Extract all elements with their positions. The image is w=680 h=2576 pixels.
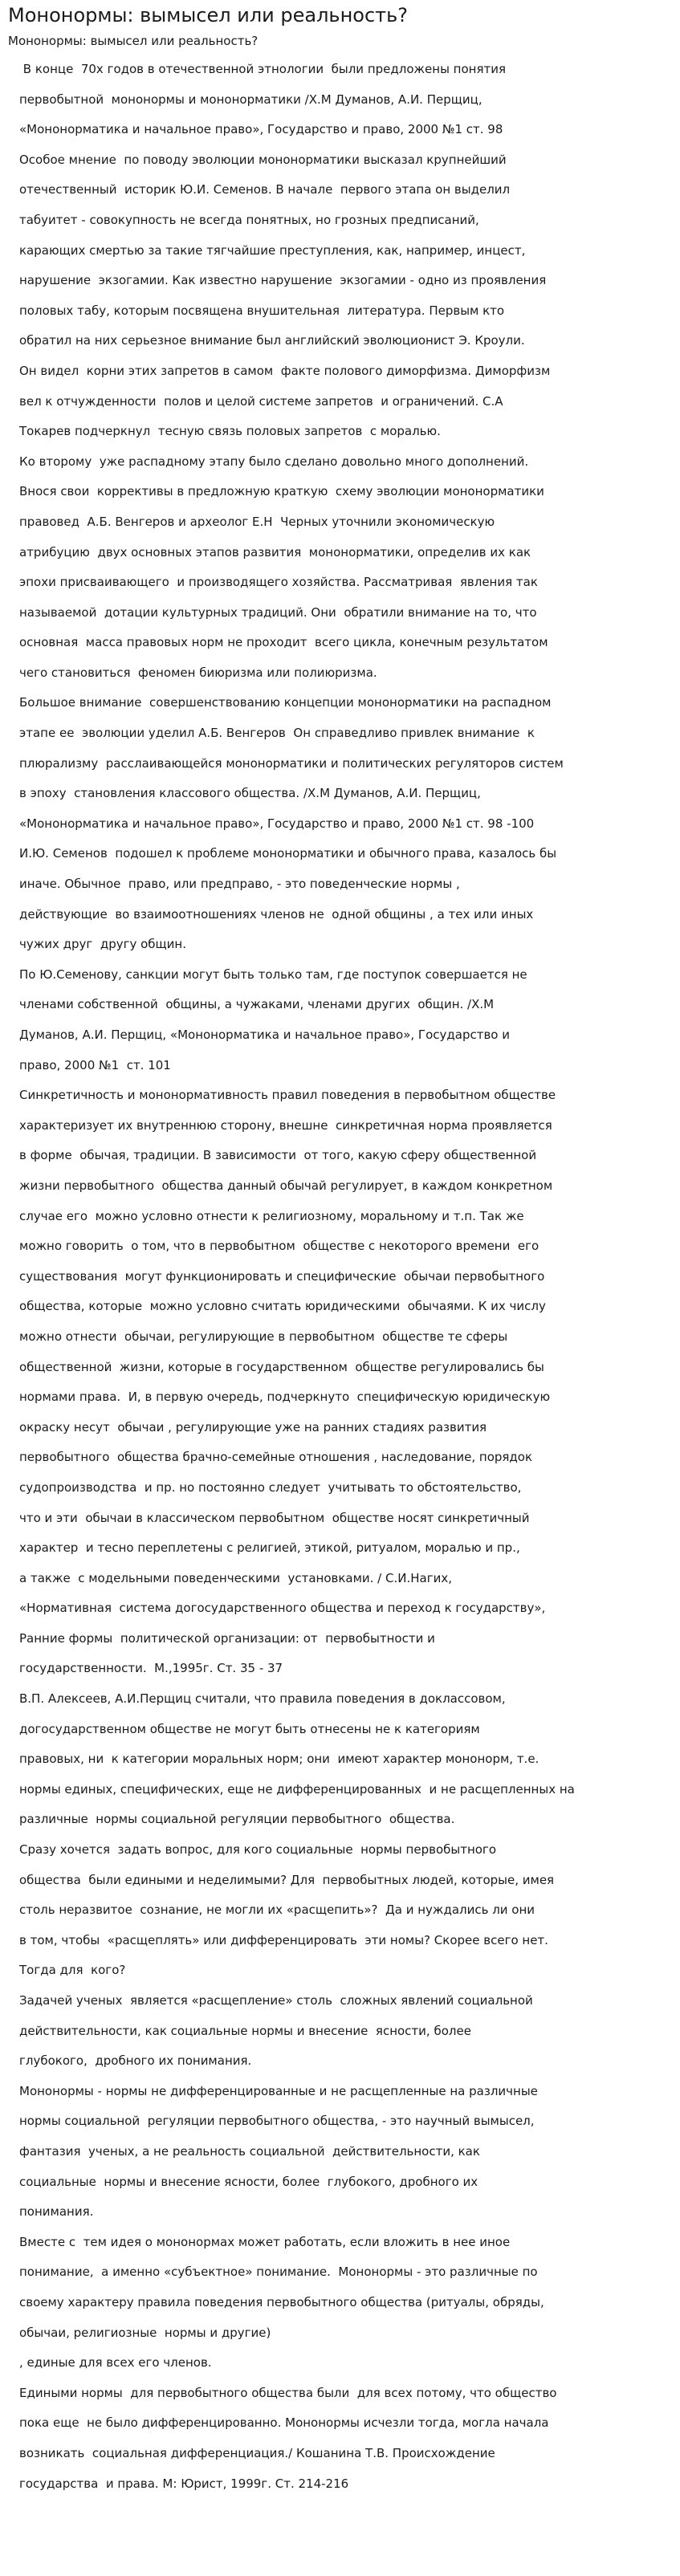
- text-line: Вместе с тем идея о мононормах может работать, если вложить в нее иное: [19, 2234, 511, 2249]
- text-line: нормы социальной регуляции первобытного общества, - это научный вымысел,: [19, 2114, 535, 2129]
- text-line: отечественный историк Ю.И. Семенов. В начале первого этапа он выделил: [19, 182, 511, 197]
- text-line: Едиными нормы для первобытного общества были для всех потому, что общество: [19, 2385, 557, 2400]
- text-line: можно отнести обычаи, регулирующие в первобытном обществе те сферы: [19, 1329, 508, 1344]
- text-line: В конце 70х годов в отечественной этнологии были предложены понятия: [19, 62, 507, 76]
- text-line: Сразу хочется задать вопрос, для кого социальные нормы первобытного: [19, 1842, 496, 1858]
- text-line: Синкретичность и мононормативность правил поведения в первобытном обществе: [19, 1088, 556, 1103]
- text-line: чего становиться феномен биюризма или полиюризма.: [19, 665, 377, 680]
- article-body: [8, 55, 605, 2499]
- text-line: половых табу, которым посвящена внушительная литература. Первым кто: [19, 303, 505, 318]
- text-line: общества, которые можно условно считать юридическими обычаями. К их числу: [19, 1299, 546, 1314]
- text-line: И.Ю. Семенов подошел к проблеме мононорматики и обычного права, казалось бы: [19, 846, 557, 861]
- text-line: а также с модельными поведенческими установками. / С.И.Нагих,: [19, 1570, 452, 1585]
- paragraph: [19, 1835, 605, 1986]
- text-line: правовых, ни к категории моральных норм; они имеют характер мононорм, т.е.: [19, 1752, 540, 1767]
- text-line: пока еще не было дифференцированно. Мононормы исчезли тогда, могла начала: [19, 2415, 549, 2431]
- text-line: государства и права. М: Юрист, 1999г. Ст. 214-216: [19, 2476, 349, 2491]
- text-line: в эпоху становления классового общества. /Х.М Думанов, А.И. Перщиц,: [19, 786, 481, 801]
- text-line: плюрализму расслаивающейся мононорматики и политических регуляторов систем: [19, 755, 564, 771]
- text-line: обратил на них серьезное внимание был английский эволюционист Э. Кроули.: [19, 333, 525, 348]
- text-line: В.П. Алексеев, А.И.Перщиц считали, что правила поведения в доклассовом,: [19, 1691, 506, 1707]
- text-line: «Мононорматика и начальное право», Государство и право, 2000 №1 ст. 98 -100: [19, 816, 535, 831]
- text-line: своему характеру правила поведения первобытного общества (ритуалы, обряды,: [19, 2294, 544, 2309]
- text-line: Мононормы - нормы не дифференцированные и не расщепленные на различные: [19, 2083, 538, 2098]
- text-line: «Нормативная система догосударственного общества и переход к государству»,: [19, 1601, 546, 1616]
- text-line: Большое внимание совершенствованию концепции мононорматики на распадном: [19, 695, 552, 710]
- paragraph: [19, 145, 605, 447]
- text-line: окраску несут обычаи , регулирующие уже на ранних стадиях развития: [19, 1419, 487, 1435]
- text-line: общества были едиными и неделимыми? Для первобытных людей, которые, имея: [19, 1872, 555, 1887]
- text-line: возникать социальная дифференциация./ Кошанина Т.В. Происхождение: [19, 2445, 495, 2460]
- text-line: Думанов, А.И. Перщиц, «Мононорматика и начальное право», Государство и: [19, 1028, 510, 1042]
- text-line: чужих друг другу общин.: [19, 937, 187, 952]
- text-line: вел к отчужденности полов и целой системе запретов и ограничений. С.А: [19, 393, 503, 409]
- text-line: нормами права. И, в первую очередь, подчеркнуто специфическую юридическую: [19, 1390, 551, 1405]
- text-line: первобытного общества брачно-семейные отношения , наследование, порядок: [19, 1450, 533, 1465]
- text-line: что и эти обычаи в классическом первобытном обществе носят синкретичный: [19, 1510, 530, 1525]
- text-line: правовед А.Б. Венгеров и археолог Е.Н Черных уточнили экономическую: [19, 514, 495, 529]
- text-line: этапе ее эволюции уделил А.Б. Венгеров Он справедливо привлек внимание к: [19, 726, 535, 741]
- text-line: характеризует их внутреннюю сторону, внешне синкретичная норма проявляется: [19, 1117, 552, 1133]
- text-line: Внося свои коррективы в предложную краткую схему эволюции мононорматики: [19, 484, 544, 499]
- text-line: обычаи, религиозные нормы и другие): [19, 2325, 271, 2340]
- text-line: фантазия ученых, а не реальность социальной действительности, как: [19, 2143, 480, 2159]
- text-line: членами собственной общины, а чужаками, членами других общин. /Х.М: [19, 997, 495, 1012]
- paragraph: [19, 839, 605, 959]
- text-line: действующие во взаимоотношениях членов не одной общины , а тех или иных: [19, 906, 534, 922]
- paragraph: [19, 447, 605, 689]
- text-line: По Ю.Семенову, санкции могут быть только там, где поступок совершается не: [19, 967, 527, 982]
- text-line: называемой дотации культурных традиций. Они обратили внимание на то, что: [19, 604, 537, 620]
- text-line: социальные нормы и внесение ясности, более глубокого, дробного их: [19, 2174, 478, 2189]
- text-line: общественной жизни, которые в государственном обществе регулировались бы: [19, 1359, 544, 1374]
- text-line: в форме обычая, традиции. В зависимости от того, какую сферу общественной: [19, 1148, 537, 1163]
- text-line: нормы единых, специфических, еще не дифференцированных и не расщепленных на: [19, 1781, 575, 1797]
- text-line: Токарев подчеркнул тесную связь половых запретов с моралью.: [19, 424, 441, 439]
- paragraph: [19, 688, 605, 839]
- text-line: основная масса правовых норм не проходит всего цикла, конечным результатом: [19, 635, 548, 650]
- text-line: догосударственном обществе не могут быть отнесены не к категориям: [19, 1721, 480, 1736]
- text-line: в том, чтобы «расщеплять» или дифференцировать эти номы? Скорее всего нет.: [19, 1932, 548, 1947]
- text-line: табуитет - совокупность не всегда понятных, но грозных предписаний,: [19, 212, 479, 227]
- text-line: первобытной мононормы и мононорматики /Х.М Думанов, А.И. Перщиц,: [19, 92, 483, 107]
- text-line: Задачей ученых является «расщепление» столь сложных явлений социальной: [19, 1993, 533, 2008]
- text-line: атрибуцию двух основных этапов развития мононорматики, определив их как: [19, 544, 531, 560]
- text-line: Особое мнение по поводу эволюции мононорматики высказал крупнейший: [19, 152, 507, 167]
- text-line: государственности. М.,1995г. Ст. 35 - 37: [19, 1661, 283, 1676]
- paragraph: [19, 2077, 605, 2228]
- text-line: судопроизводства и пр. но постоянно следует учитывать то обстоятельство,: [19, 1479, 522, 1495]
- text-line: различные нормы социальной регуляции первобытного общества.: [19, 1812, 455, 1827]
- text-line: понимание, а именно «субъектное» понимание. Мононормы - это различные по: [19, 2265, 538, 2280]
- paragraph: [19, 55, 605, 145]
- text-line: иначе. Обычное право, или предправо, - это поведенческие нормы ,: [19, 877, 460, 892]
- paragraph: [19, 960, 605, 1080]
- text-line: Тогда для кого?: [19, 1963, 126, 1978]
- text-line: действительности, как социальные нормы и внесение ясности, более: [19, 2023, 471, 2038]
- text-line: можно говорить о том, что в первобытном обществе с некоторого времени его: [19, 1239, 540, 1254]
- text-line: нарушение экзогамии. Как известно нарушение экзогамии - одно из проявления: [19, 273, 547, 288]
- text-line: Он видел корни этих запретов в самом факте полового диморфизма. Диморфизм: [19, 363, 551, 378]
- text-line: карающих смертью за такие тягчайшие преступления, как, например, инцест,: [19, 242, 526, 258]
- text-line: существования могут функционировать и специфические обычаи первобытного: [19, 1268, 545, 1284]
- text-line: случае его можно условно отнести к религиозному, моральному и т.п. Так же: [19, 1208, 524, 1223]
- text-line: понимания.: [19, 2204, 94, 2220]
- text-line: Ко второму уже распадному этапу было сделано довольно много дополнений.: [19, 454, 529, 469]
- text-line: глубокого, дробного их понимания.: [19, 2053, 252, 2069]
- text-line: характер и тесно переплетены с религией, этикой, ритуалом, моралью и пр.,: [19, 1540, 520, 1556]
- text-line: «Мононорматика и начальное право», Государство и право, 2000 №1 ст. 98: [19, 122, 503, 137]
- text-line: Ранние формы политической организации: от первобытности и: [19, 1630, 435, 1646]
- text-line: жизни первобытного общества данный обычай регулирует, в каждом конкретном: [19, 1178, 553, 1193]
- paragraph: [19, 1684, 605, 1835]
- text-line: эпохи присваивающего и производящего хозяйства. Рассматривая явления так: [19, 575, 538, 590]
- paragraph: [19, 2228, 605, 2379]
- page-title: Мононормы: вымысел или реальность?: [8, 4, 409, 26]
- paragraph: [19, 2379, 605, 2499]
- page-subtitle: Мононормы: вымысел или реальность?: [8, 34, 259, 48]
- text-line: право, 2000 №1 ст. 101: [19, 1057, 171, 1072]
- paragraph: [19, 1986, 605, 2077]
- text-line: , единые для всех его членов.: [19, 2355, 212, 2370]
- paragraph: [19, 1080, 605, 1684]
- text-line: столь неразвитое сознание, не могли их «расщепить»? Да и нуждались ли они: [19, 1902, 535, 1918]
